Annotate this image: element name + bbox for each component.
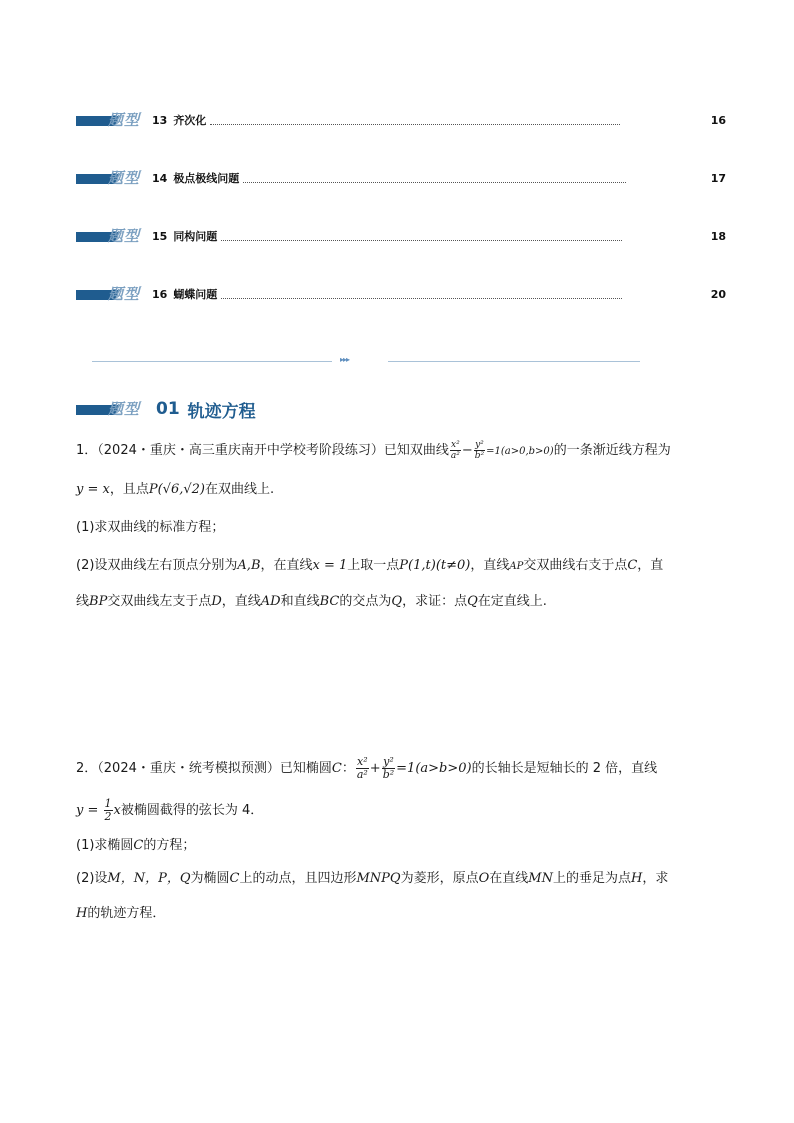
fraction: $\frac{\text{y²}}{\text{b²}}$ [382,755,395,781]
arrow-icon: ▸▸▸ [340,355,350,364]
toc-label: 极点极线问题 [173,172,240,185]
fraction: $\frac{1}{2}$ [104,797,112,823]
toc-leader [221,289,622,299]
toc-page: 17 [710,171,726,185]
toc-leader [210,115,620,125]
problem2-q2-line1: (2)设M，N，P，Q为椭圆C上的动点，且四边形MNPQ为菱形，原点O在直线MN上的垂足为点H，求 [76,871,669,886]
toc-label: 蝴蝶问题 [173,288,218,301]
toc-leader [243,173,626,183]
fraction: $\frac{\text{y²}}{\text{b²}}$ [474,440,485,461]
toc-row[interactable] [76,226,726,246]
toc-number: 16 [152,287,168,301]
type-badge: 题型 [76,400,148,418]
toc-number: 15 [152,229,168,243]
toc-number: 14 [152,171,168,185]
problem2-line2: y = $\frac{1}{2}$ x被椭圆截得的弦长为 4． [76,797,264,823]
toc-label: 齐次化 [173,114,207,127]
problem2-q1: (1)求椭圆C的方程； [76,838,196,853]
toc-number: 13 [152,113,168,127]
toc-row[interactable] [76,110,726,130]
type-badge: 题型 [76,227,144,245]
section-heading [76,396,256,422]
fraction: $\frac{\text{x²}}{\text{a²}}$ [450,440,460,461]
toc-row[interactable] [76,168,726,188]
toc-page: 16 [710,113,726,127]
problem1-q2-line1: (2)设双曲线左右顶点分别为A,B，在直线x = 1上取一点P(1,t)(t≠0)，直线AP交双曲线右支于点C，直 [76,558,664,573]
section-number: 01 [156,399,180,419]
problem1-q2-line2: 线BP交双曲线左支于点D，直线AD和直线BC的交点为Q，求证：点Q在定直线上. [76,594,547,609]
section-divider [92,355,640,365]
type-badge: 题型 [76,111,144,129]
type-badge: 题型 [76,169,144,187]
problem1-line2: y = x，且点P(√6,√2)在双曲线上. [76,482,275,497]
problem2-line1: 2．（2024・重庆・统考模拟预测）已知椭圆C： $\frac{\text{x²}}{\text{a²}}$ + $\frac{\text{y²}}{\text{b²}}$ =1(a>b>0)的长轴长是短轴长的 2 倍，直线 [76,755,658,781]
toc-page: 18 [710,229,726,243]
toc-leader [221,231,622,241]
problem1-line1: 1．（2024・重庆・高三重庆南开中学校考阶段练习）已知双曲线 $\frac{\text{x²}}{\text{a²}}$ − $\frac{\text{y²}}{\text{b²}}$ =1(a>0,b>0)的一条渐近线方程为 [76,440,671,461]
section-title: 轨迹方程 [187,401,256,422]
toc-label: 同构问题 [173,230,218,243]
fraction: $\frac{\text{x²}}{\text{a²}}$ [356,755,368,781]
toc-row[interactable] [76,284,726,304]
toc-page: 20 [710,287,726,301]
problem1-q1: (1)求双曲线的标准方程； [76,520,225,535]
type-badge: 题型 [76,285,144,303]
problem2-q2-line2: H的轨迹方程． [76,906,166,921]
